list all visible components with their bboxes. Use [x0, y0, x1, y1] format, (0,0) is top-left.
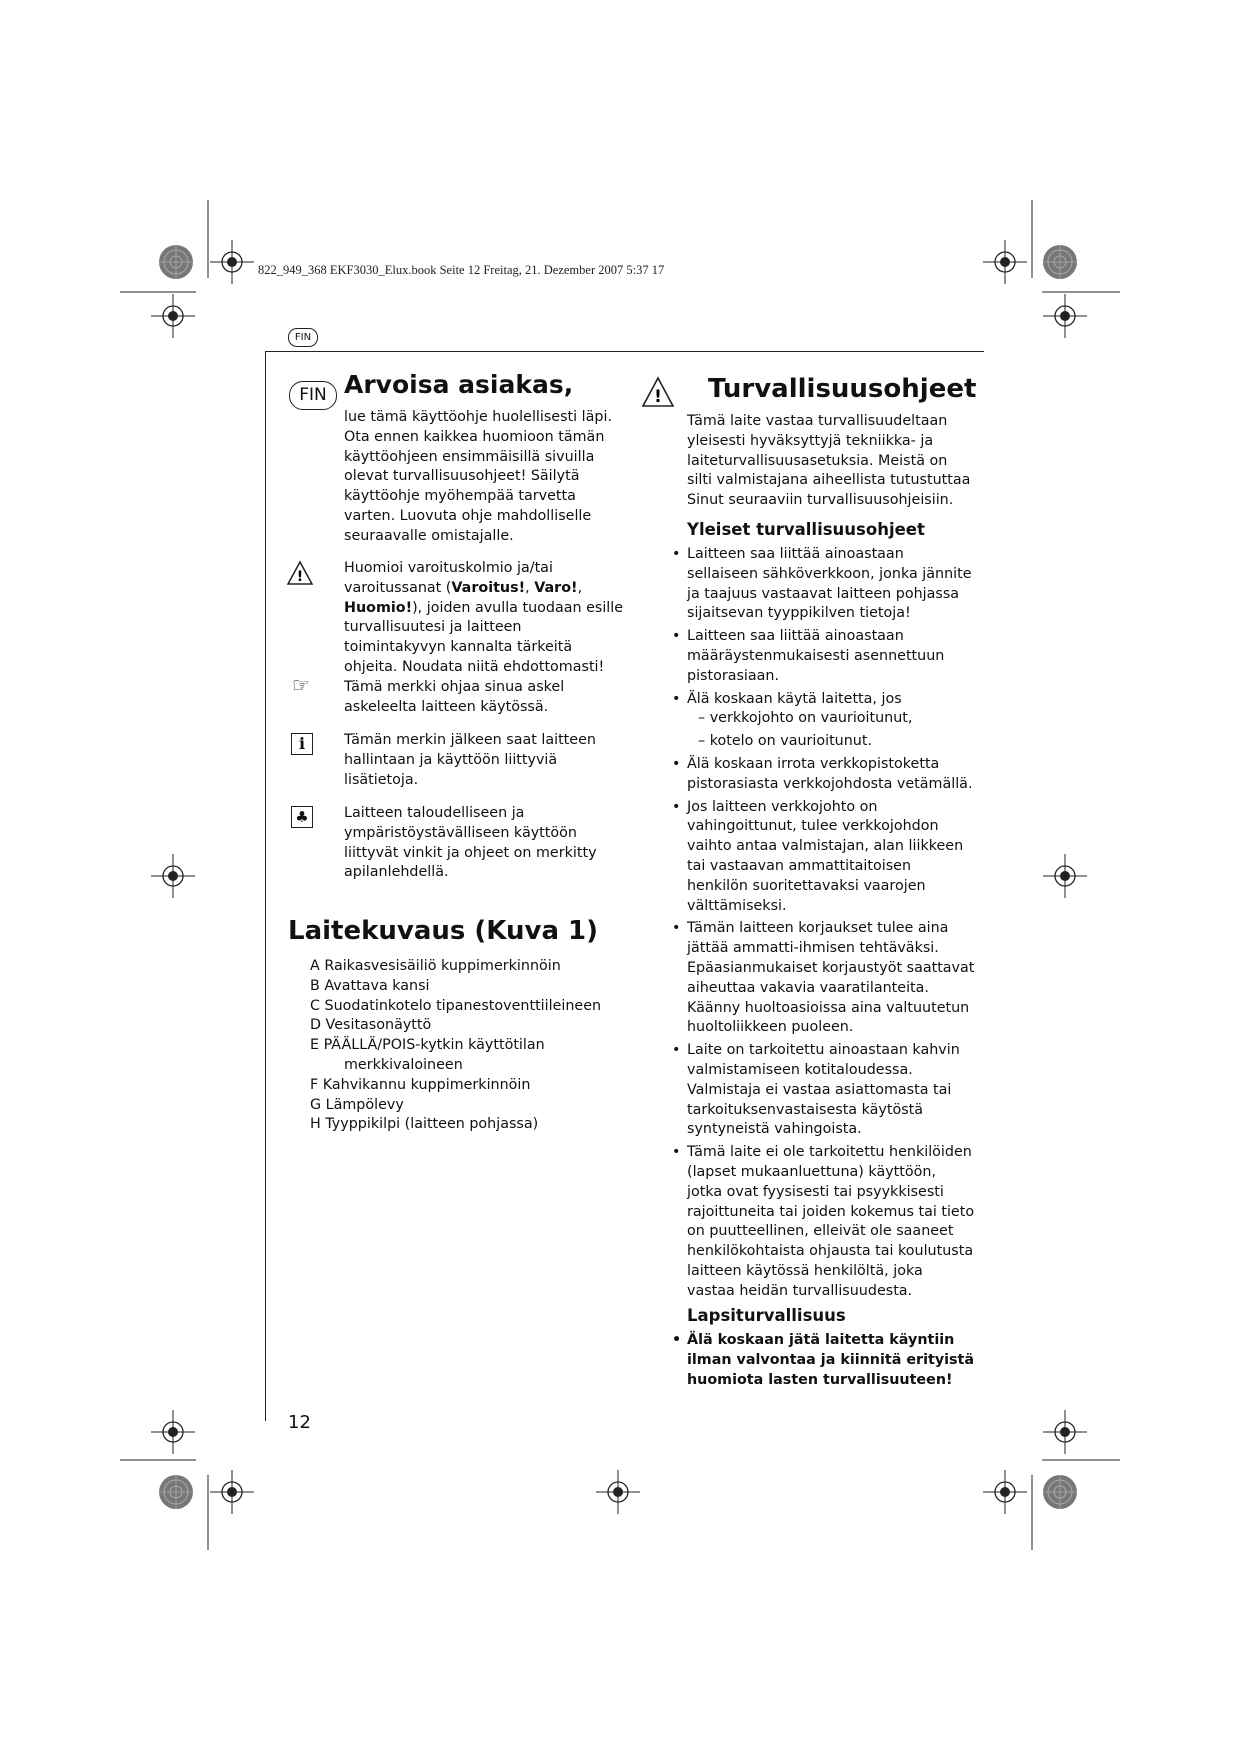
safety-bullet: • Laite on tarkoitettu ainoastaan kahvin valmistamiseen kotitaloudessa. Valmistaja ei vastaa asiattomasta tai tarkoituksenvastaisesta käytöstä syntyneistä vahingoista. — [687, 1041, 975, 1140]
safety-bullet: • Jos laitteen verkkojohto on vahingoittunut, tulee verkkojohdon vaihto antaa valmistajan, alan liikkeen tai vastaavan ammattitaitoisen henkilön suoritettavaksi vaarojen välttämiseksi. — [687, 798, 975, 917]
safety-bullet: • Tämä laite ei ole tarkoitettu henkilöiden (lapset mukaanluettuna) käyttöön, jotka ovat fyysisesti tai psyykkisesti rajoittuneita tai joiden kokemus tai tieto on puutteellinen, elleivät ole saaneet henkilökohtaista ohjausta tai koulutusta laitteen käytössä henkilöltä, joka vastaa heidän turvallisuudesta. — [687, 1143, 975, 1301]
registration-cross-icon — [210, 1470, 254, 1514]
clover-leaf-icon: ♣ — [291, 806, 313, 828]
warning-triangle-icon — [286, 560, 314, 586]
registration-cross-icon — [983, 1470, 1027, 1514]
device-description-title: Laitekuvaus (Kuva 1) — [288, 916, 599, 946]
registration-cross-icon — [151, 294, 195, 338]
registration-cross-icon — [1043, 294, 1087, 338]
child-safety-bullet: • Älä koskaan jätä laitetta käyntiin ilman valvontaa ja kiinnitä erityistä huomiota lasten turvallisuuteen! — [687, 1331, 975, 1390]
top-rule — [265, 351, 984, 352]
safety-warning-icon — [640, 376, 676, 408]
registration-cross-icon — [1043, 854, 1087, 898]
part-item: A Raikasvesisäiliö kuppimerkinnöin — [310, 958, 561, 974]
svg-text:!: ! — [654, 387, 662, 407]
note-step: Tämä merkki ohjaa sinua askel askeleelta laitteen käytössä. — [344, 679, 565, 715]
safety-bullet: • Laitteen saa liittää ainoastaan sellaiseen sähköverkkoon, jonka jännite ja taajuus vastaavat laitteen pohjassa sijaitsevan tyyppikilven tietoja! — [687, 545, 975, 624]
registration-cross-icon — [210, 240, 254, 284]
part-item: E PÄÄLLÄ/POIS-kytkin käyttötilan — [310, 1037, 545, 1054]
note-eco: Laitteen taloudelliseen ja ympäristöystävälliseen käyttöön liittyvät vinkit ja ohjeet on merkitty apilanlehdellä. — [344, 805, 597, 881]
safety-title: Turvallisuusohjeet — [708, 374, 977, 404]
safety-intro: Tämä laite vastaa turvallisuudeltaan yleisesti hyväksyttyjä tekniikka- ja laiteturvallisuusasetuksia. Meistä on silti valmistajana aiheellista tutustuttaa Sinut seuraaviin turvallisuusohjeisiin. — [687, 413, 971, 509]
registration-disc-icon — [159, 1475, 193, 1509]
safety-bullet-list — [687, 545, 975, 1301]
pointing-hand-icon: ☞ — [292, 673, 310, 697]
registration-cross-icon — [983, 240, 1027, 284]
registration-disc-icon — [1043, 245, 1077, 279]
part-item: H Tyyppikilpi (laitteen pohjassa) — [310, 1116, 539, 1133]
fin-badge: FIN — [289, 381, 337, 410]
registration-cross-icon — [1043, 1410, 1087, 1454]
safety-bullet: • Laitteen saa liittää ainoastaan määräystenmukaisesti asennettuun pistorasiaan. — [687, 627, 975, 686]
safety-sub-item: – kotelo on vaurioitunut. — [698, 733, 873, 750]
child-safety-list — [687, 1331, 975, 1390]
part-item-continued: merkkivaloineen — [344, 1056, 463, 1073]
info-icon: i — [291, 733, 313, 755]
left-rule — [265, 351, 266, 1421]
registration-cross-icon — [151, 1410, 195, 1454]
page-number: 12 — [288, 1412, 311, 1433]
language-badge: FIN — [288, 328, 318, 347]
registration-disc-icon — [159, 245, 193, 279]
parts-list — [310, 957, 630, 1135]
greeting-title: Arvoisa asiakas, — [344, 370, 574, 399]
child-safety-heading: Lapsiturvallisuus — [687, 1306, 846, 1325]
intro-text: lue tämä käyttöohje huolellisesti läpi. Ota ennen kaikkea huomioon tämän käyttöohjeen ensimmäisillä sivuilla olevat turvallisuusohjeet! Säilytä käyttöohje myöhempää tarvetta varten. Luovuta ohje mahdolliselle seuraavalle omistajalle. — [344, 409, 612, 544]
part-item: G Lämpölevy — [310, 1096, 404, 1113]
registration-cross-icon — [151, 854, 195, 898]
safety-bullet: • Älä koskaan irrota verkkopistoketta pistorasiasta verkkojohdosta vetämällä. — [687, 755, 975, 795]
part-item: C Suodatinkotelo tipanestoventtiileineen — [310, 997, 602, 1014]
note-info: Tämän merkin jälkeen saat laitteen hallintaan ja käyttöön liittyviä lisätietoja. — [344, 732, 596, 788]
registration-cross-icon — [596, 1470, 640, 1514]
part-item: F Kahvikannu kuppimerkinnöin — [310, 1076, 531, 1093]
part-item: B Avattava kansi — [310, 977, 430, 994]
general-safety-heading: Yleiset turvallisuusohjeet — [687, 520, 925, 539]
safety-bullet: • Älä koskaan käytä laitetta, jos — [687, 690, 975, 710]
registration-disc-icon — [1043, 1475, 1077, 1509]
safety-sub-item: – verkkojohto on vaurioitunut, — [698, 710, 913, 727]
note-warning: Huomioi varoituskolmio ja/tai varoitussanat (Varoitus!, Varo!, Huomio!), joiden avulla tuodaan esille turvallisuutesi ja laitteen toimintakyvyn kannalta tärkeitä ohjeita. Noudata niitä ehdottomasti! — [344, 560, 624, 675]
svg-text:!: ! — [296, 569, 304, 585]
part-item: D Vesitasonäyttö — [310, 1017, 432, 1034]
file-info-header: 822_949_368 EKF3030_Elux.book Seite 12 Freitag, 21. Dezember 2007 5:37 17 — [258, 263, 665, 277]
safety-bullet: • Tämän laitteen korjaukset tulee aina jättää ammatti-ihmisen tehtäväksi. Epäasianmukaiset korjaustyöt saattavat aiheuttaa vakavia vaaratilanteita. Käänny huoltoasioissa aina valtuutetun huoltoliikkeen puoleen. — [687, 919, 975, 1038]
